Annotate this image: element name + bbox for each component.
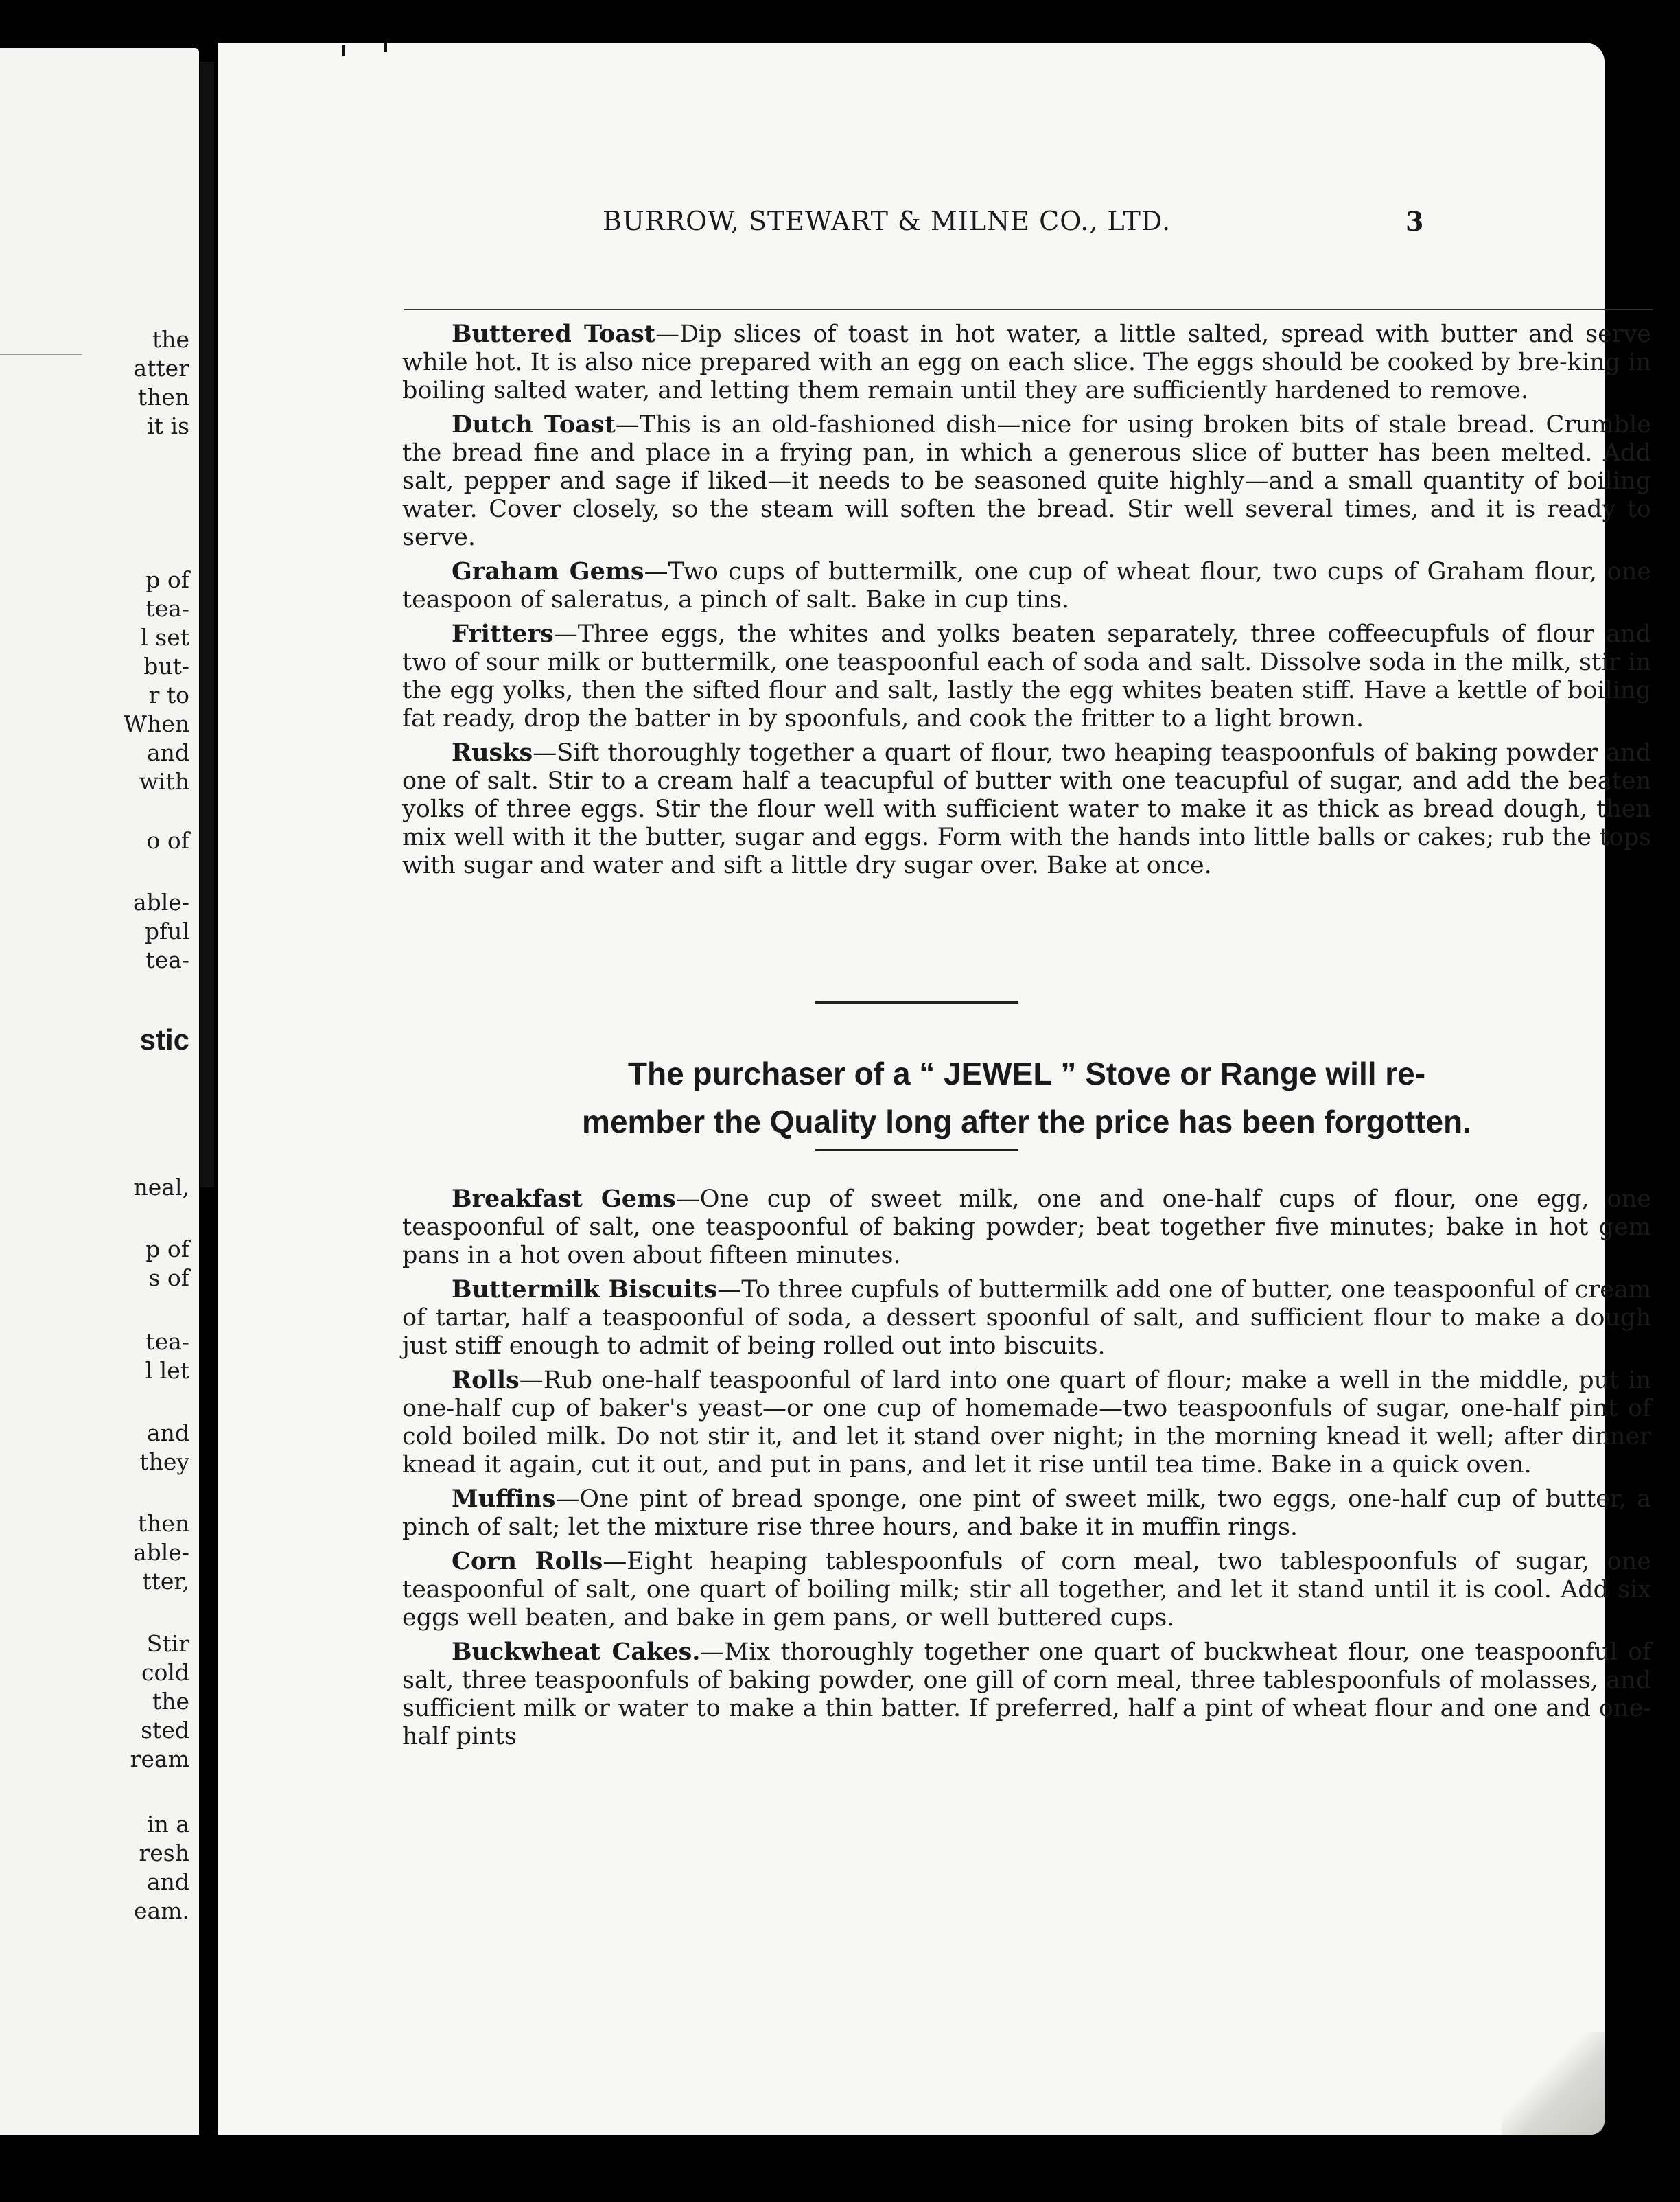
recipe-text: —Dip slices of toast in hot water, a little salted, spread with butter and serve while hot. It is also nice prepared with an egg on each slice. The eggs should be cooked by bre-king in boiling salted water, and letting them remain until they are sufficiently hardened to remove. (402, 321, 1652, 404)
recipe-text: —This is an old-fashioned dish—nice for using broken bits of stale bread. Crumble the bread fine and place in a frying pan, in which a generous slice of butter has been melted. Add salt, pepper and sage if liked—it needs to be seasoned quite highly—and a small quantity of boiling water. Cover closely, so the steam will soften the bread. Stir well several times, and it is ready to serve. (402, 411, 1651, 551)
recipe-name: Buttermilk Biscuits (452, 1275, 718, 1303)
recipe-text: —Two cups of buttermilk, one cup of wheat flour, two cups of Graham flour, one teaspoon of saleratus, a pinch of salt. Bake in cup tins. (402, 558, 1651, 614)
recipe-text: —Sift thoroughly together a quart of flour, two heaping teaspoonfuls of baking powder and one of salt. Stir to a cream half a teacupful of butter with one teacupful of sugar, and add the beaten yolks of three eggs. Stir the flour well with sufficient water to make it as thick as bread dough, then mix well with it the butter, sugar and eggs. Form with the hands into little balls or cakes; rub the tops with sugar and water and sift a little dry sugar over. Bake at once. (402, 739, 1651, 879)
left-fragment: ream (130, 1746, 189, 1772)
recipe-name: Buckwheat Cakes. (452, 1638, 701, 1666)
left-fragment: resh (139, 1840, 189, 1866)
recipes-bottom-section (402, 1185, 1651, 1757)
left-fragment: they (139, 1448, 189, 1475)
left-facing-page (0, 48, 199, 2135)
recipe-name: Graham Gems (452, 557, 644, 586)
page-number: 3 (1405, 206, 1425, 237)
ad-line-2: member the Quality long after the price has been forgotten. (582, 1104, 1471, 1139)
header-rule (404, 309, 1653, 310)
recipe-paragraph (402, 1275, 1651, 1360)
left-fragment: with (139, 768, 189, 795)
main-page (218, 43, 1652, 2135)
left-fragment: eam. (134, 1897, 189, 1924)
left-fragment: the (152, 1688, 189, 1715)
recipe-text: —One pint of bread sponge, one pint of sweet milk, two eggs, one-half cup of butter, a pinch of salt; let the mixture rise three hours, and bake it in muffin rings. (402, 1485, 1651, 1541)
recipe-text: —Eight heaping tablespoonfuls of corn meal, two tablespoonfuls of sugar, one teaspoonful of salt, one quart of boiling milk; stir all together, and let it stand until it is cool. Add six eggs well beaten, and bake in gem pans, or well buttered cups. (402, 1548, 1651, 1632)
recipe-paragraph (402, 1185, 1651, 1270)
ad-line-1: The purchaser of a “ JEWEL ” Stove or Range will re- (627, 1056, 1426, 1091)
recipe-name: Rolls (452, 1366, 520, 1394)
left-fragment: tea- (145, 947, 189, 973)
left-fragment: able- (132, 1539, 189, 1566)
left-fragment: o of (146, 827, 189, 854)
left-fragment: cold (141, 1659, 189, 1686)
left-fragment: atter (133, 355, 189, 382)
left-fragment: Stir (146, 1630, 189, 1657)
recipe-paragraph (402, 1547, 1651, 1632)
recipe-text: —Three eggs, the whites and yolks beaten separately, three coffeecupfuls of flour and two of sour milk or buttermilk, one teaspoonful each of soda and salt. Dissolve soda in the milk, stir in the egg yolks, then the sifted flour and salt, lastly the egg whites beaten stiff. Have a kettle of boiling fat ready, drop the batter in by spoonfuls, and cook the fritter to a light brown. (402, 621, 1651, 732)
book-spine (200, 62, 214, 1187)
left-fragment: and (146, 739, 189, 766)
recipe-paragraph (402, 557, 1651, 614)
scan-speck (342, 45, 345, 56)
left-fragment: l set (141, 624, 189, 651)
recipe-paragraph (402, 410, 1651, 552)
left-fragment: pful (144, 918, 189, 944)
left-fragment: it is (147, 413, 189, 439)
ad-bottom-rule (815, 1149, 1018, 1151)
recipe-name: Muffins (452, 1485, 556, 1513)
recipe-paragraph (402, 1485, 1651, 1542)
jewel-advertisement (402, 1050, 1651, 1146)
recipes-top-section (402, 320, 1651, 885)
recipe-paragraph (402, 739, 1651, 880)
left-fragment: tter, (142, 1568, 189, 1595)
left-heading-fragment: stic (139, 1023, 189, 1056)
page-corner-fold (1502, 2032, 1605, 2135)
left-fragment: s of (148, 1264, 189, 1291)
recipe-paragraph (402, 1366, 1651, 1479)
ad-top-rule (815, 1001, 1018, 1004)
left-fragment: sted (141, 1717, 189, 1743)
left-fragment: l let (145, 1357, 189, 1384)
recipe-name: Dutch Toast (452, 410, 616, 439)
left-fragment: When (124, 710, 189, 737)
recipe-paragraph (402, 1638, 1651, 1751)
recipe-name: Fritters (452, 620, 554, 648)
recipe-text: —One cup of sweet milk, one and one-half cups of flour, one egg, one teaspoonful of salt, one teaspoonful of baking powder; beat together five minutes; bake in hot gem pans in a hot oven about fifteen minutes. (402, 1185, 1651, 1269)
left-fragment: p of (145, 1236, 189, 1262)
left-fragment: tea- (145, 1328, 189, 1355)
left-fragment: then (137, 1510, 189, 1537)
left-fragment: able- (132, 889, 189, 916)
left-fragment: then (137, 384, 189, 410)
left-fragment: and (146, 1868, 189, 1895)
recipe-text: —To three cupfuls of buttermilk add one of butter, one teaspoonful of cream of tartar, half a teaspoonful of soda, a dessert spoonful of salt, and sufficient flour to make a dough just stiff enough to admit of being rolled out into biscuits. (402, 1276, 1652, 1360)
left-page-rule (0, 354, 82, 355)
left-fragment: in a (147, 1811, 189, 1838)
left-fragment: the (152, 326, 189, 353)
scan-speck (384, 43, 387, 52)
left-fragment: but- (143, 653, 189, 680)
left-fragment: p of (145, 566, 189, 593)
left-fragment: tea- (145, 595, 189, 622)
left-fragment: neal, (133, 1174, 189, 1201)
recipe-name: Rusks (452, 739, 533, 767)
recipe-text: —Rub one-half teaspoonful of lard into one quart of flour; make a well in the middle, put in one-half cup of baker's yeast—or one cup of homemade—two teaspoonfuls of sugar, one-half pint of cold boiled milk. Do not stir it, and let it stand over night; in the morning knead it well; after dinner knead it again, cut it out, and put in pans, and let it rise until tea time. Bake in a quick oven. (402, 1367, 1651, 1479)
recipe-name: Buttered Toast (452, 320, 655, 348)
recipe-name: Corn Rolls (452, 1547, 603, 1575)
recipe-text: —Mix thoroughly together one quart of buckwheat flour, one teaspoonful of salt, three teaspoonfuls of baking powder, one gill of corn meal, three tablespoonfuls of molasses, and sufficient milk or water to make a thin batter. If preferred, half a pint of wheat flour and one and one-half pints (402, 1638, 1651, 1750)
recipe-paragraph (402, 320, 1651, 405)
header-title: BURROW, STEWART & MILNE CO., LTD. (603, 206, 1171, 236)
left-fragment: r to (148, 682, 189, 708)
recipe-name: Breakfast Gems (452, 1185, 676, 1213)
left-fragment: and (146, 1419, 189, 1446)
recipe-paragraph (402, 620, 1651, 733)
